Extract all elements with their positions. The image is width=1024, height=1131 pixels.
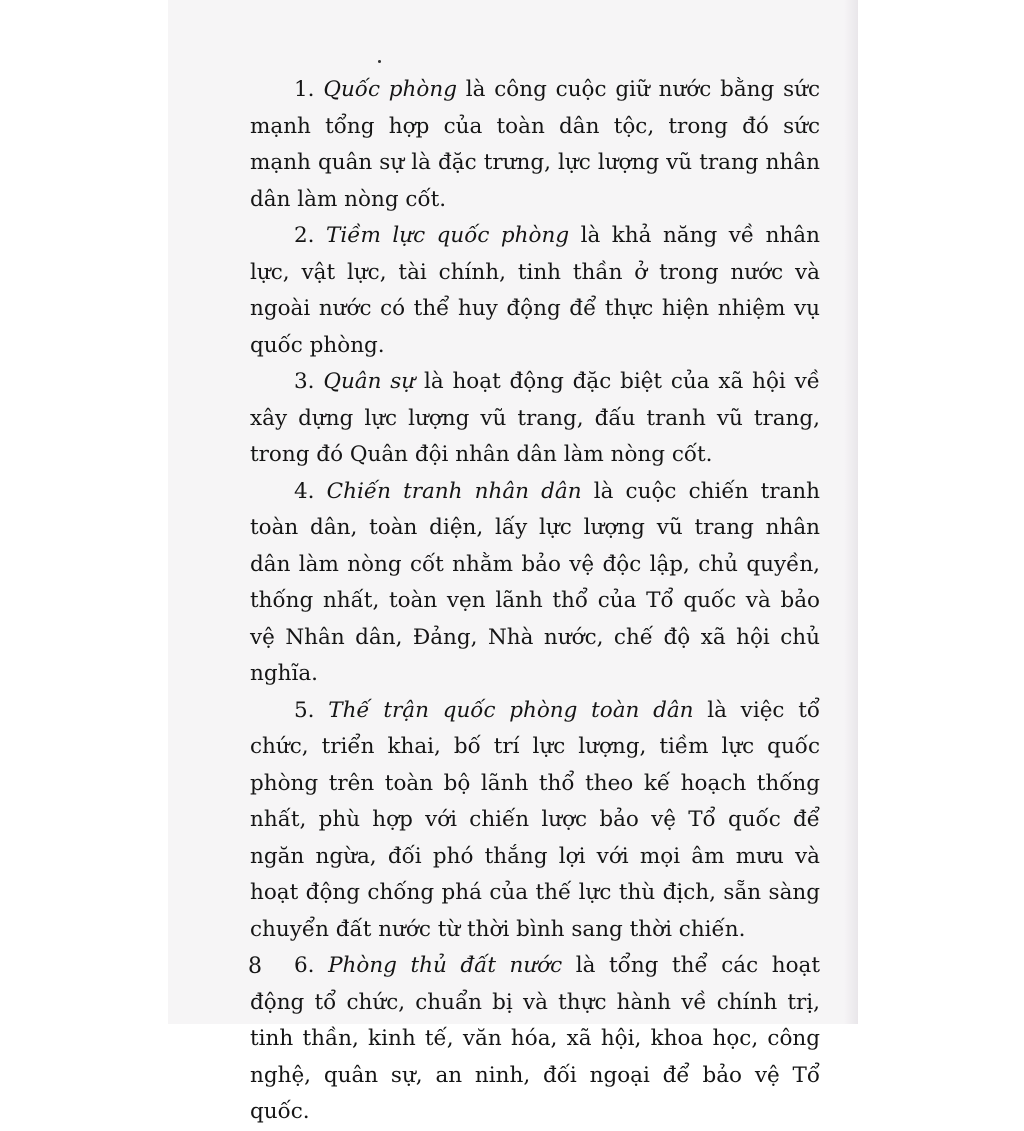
definition-text: là việc tổ chức, triển khai, bố trí lực lượng, tiềm lực quốc phòng trên toàn bộ lãnh thổ theo kế hoạch thống nhất, phù hợp với chiến lược bảo vệ Tổ quốc để ngăn ngừa, đối phó thắng lợi với mọi âm mưu và hoạt động chống phá của thế lực thù địch, sẵn sàng chuyển đất nước từ thời bình sang thời chiến. xyxy=(250,697,820,942)
definition-term: Quốc phòng xyxy=(323,77,457,102)
book-page xyxy=(168,0,858,1124)
definition-number: 6. xyxy=(294,953,315,978)
definition-text: là hoạt động đặc biệt của xã hội về xây dựng lực lượng vũ trang, đấu tranh vũ trang, trong đó Quân đội nhân dân làm nòng cốt. xyxy=(250,369,820,467)
definition-paragraph-2 xyxy=(250,218,820,364)
definition-term: Quân sự xyxy=(323,369,416,394)
definition-number: 2. xyxy=(294,223,315,248)
definitions-text xyxy=(250,72,820,1131)
definition-paragraph-6 xyxy=(250,948,820,1131)
definition-paragraph-4 xyxy=(250,474,820,693)
definition-term: Tiềm lực quốc phòng xyxy=(326,223,570,248)
definition-term: Phòng thủ đất nước xyxy=(328,953,563,978)
definition-text: là khả năng về nhân lực, vật lực, tài chính, tinh thần ở trong nước và ngoài nước có thể huy động để thực hiện nhiệm vụ quốc phòng. xyxy=(250,223,820,358)
definition-text: là tổng thể các hoạt động tổ chức, chuẩn bị và thực hành về chính trị, tinh thần, kinh tế, văn hóa, xã hội, khoa học, công nghệ, quân sự, an ninh, đối ngoại để bảo vệ Tổ quốc. xyxy=(250,953,820,1124)
definition-number: 3. xyxy=(294,369,315,394)
definition-paragraph-3 xyxy=(250,364,820,474)
definition-term: Chiến tranh nhân dân xyxy=(326,478,582,504)
definition-text: là công cuộc giữ nước bằng sức mạnh tổng hợp của toàn dân tộc, trong đó sức mạnh quân sự là đặc trưng, lực lượng vũ trang nhân dân làm nòng cốt. xyxy=(250,77,821,212)
page-edge-shadow xyxy=(844,0,858,1024)
definition-text: là cuộc chiến tranh toàn dân, toàn diện, lấy lực lượng vũ trang nhân dân làm nòng cốt nhằm bảo vệ độc lập, chủ quyền, thống nhất, toàn vẹn lãnh thổ của Tổ quốc và bảo vệ Nhân dân, Đảng, Nhà nước, chế độ xã hội chủ nghĩa. xyxy=(250,478,820,686)
ink-speck xyxy=(378,60,381,63)
definition-number: 1. xyxy=(294,77,315,102)
page-number: 8 xyxy=(248,954,262,979)
definition-number: 5. xyxy=(294,697,315,723)
definition-term: Thế trận quốc phòng toàn dân xyxy=(328,697,694,723)
definition-number: 4. xyxy=(294,478,315,504)
definition-paragraph-1 xyxy=(250,72,820,218)
definition-paragraph-5 xyxy=(250,693,820,949)
